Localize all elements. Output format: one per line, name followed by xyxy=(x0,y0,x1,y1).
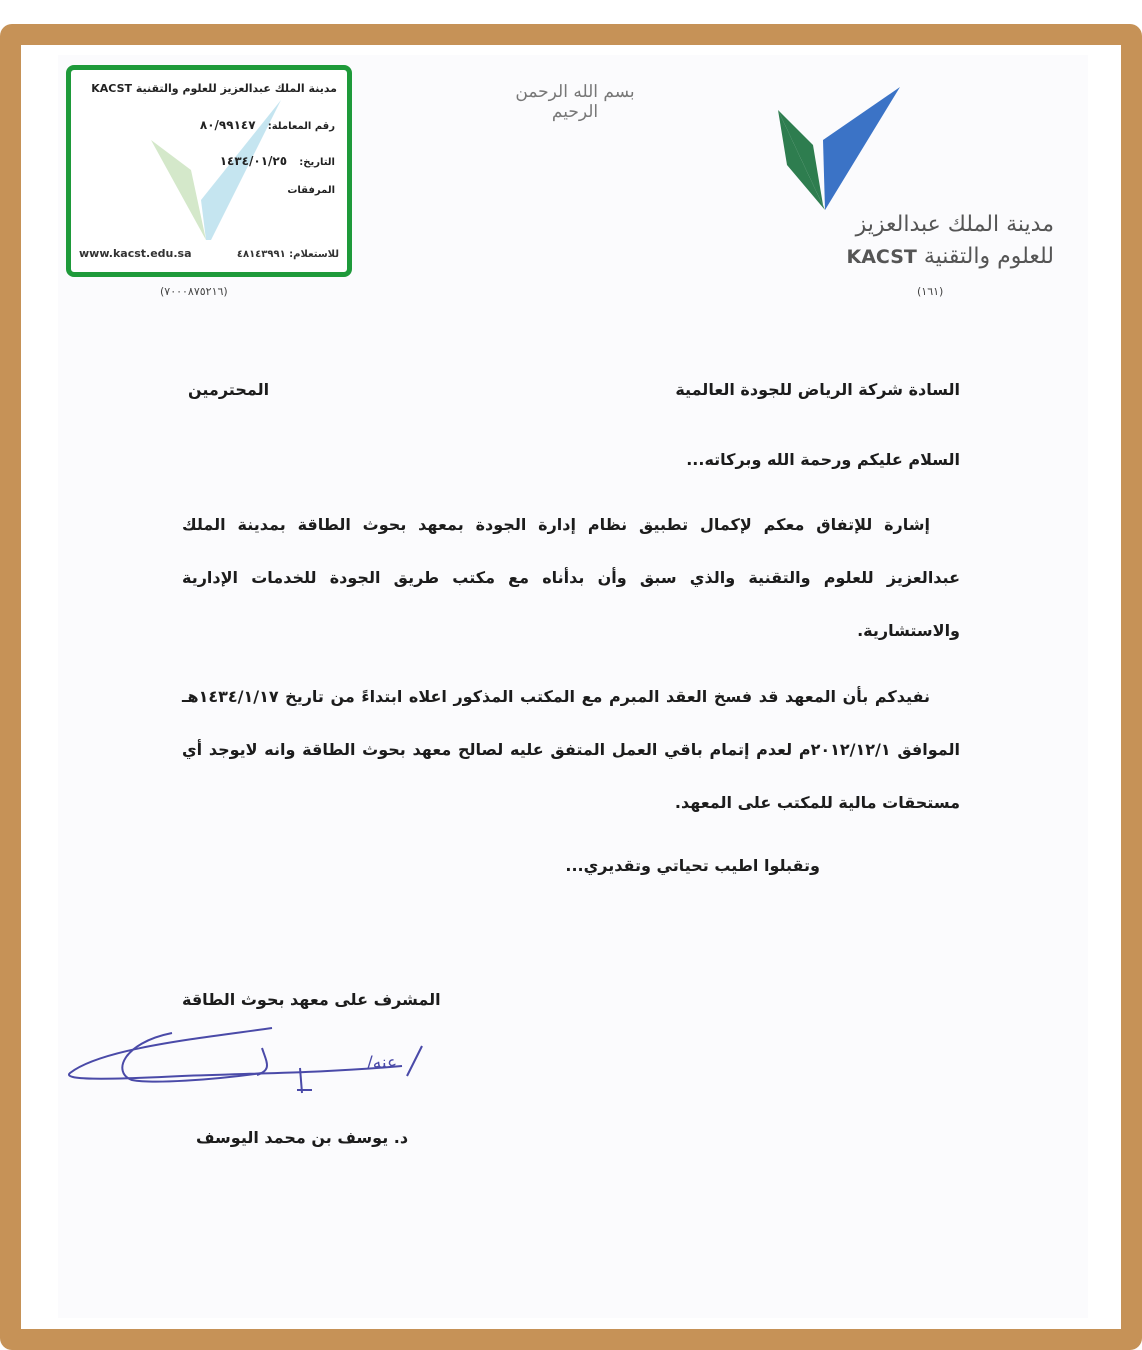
logo-name-line1: مدينة الملك عبدالعزيز xyxy=(855,212,1054,237)
signer-name: د. يوسف بن محمد اليوسف xyxy=(196,1128,409,1147)
stamp-date-row xyxy=(220,154,335,168)
paragraph-2: نفيدكم بأن المعهد قد فسخ العقد المبرم مع المكتب المذكور اعلاه ابتداءً من تاريخ ١٤٣٤/١/١٧هـ الموافق ٢٠١٢/١٢/١م لعدم إتمام باقي العمل المتفق عليه لصالح معهد بحوث الطاقة وانه لايوجد أي مستحقات مالية للمكتب على المعهد. xyxy=(182,687,961,812)
stamp-title: مدينة الملك عبدالعزيز للعلوم والتقنية KACST xyxy=(91,82,337,95)
stamp-reference-number: (٧٠٠٠٨٧٥٢١٦) xyxy=(160,285,228,298)
stamp-transaction-number: ٨٠/٩٩١٤٧ xyxy=(199,118,256,132)
stamp-attachments-label: المرفقات xyxy=(287,185,335,196)
basmala-calligraphy: بسم الله الرحمن الرحيم xyxy=(515,82,635,122)
stamp-attachments-row xyxy=(279,182,335,196)
greeting: السلام عليكم ورحمة الله وبركاته... xyxy=(686,450,960,469)
recipient: السادة شركة الرياض للجودة العالمية xyxy=(675,380,960,399)
stamp-watermark-logo xyxy=(131,90,291,250)
paragraph-1: إشارة للإتفاق معكم لإكمال تطبيق نظام إدارة الجودة بمعهد بحوث الطاقة بمدينة الملك عبدالعزيز للعلوم والتقنية والذي سبق وأن بدأناه مع مكتب طريق الجودة للخدمات الإدارية والاستشارية. xyxy=(182,515,960,640)
logo-number: (١٦١) xyxy=(917,285,944,298)
stamp-inquiry: للاستعلام: ٤٨١٤٣٩٩١ xyxy=(236,249,339,260)
stamp-transaction-label: رقم المعاملة: xyxy=(267,121,335,132)
closing: وتقبلوا اطيب تحياتي وتقديري... xyxy=(565,856,820,875)
logo-name-english: KACST xyxy=(846,246,917,268)
stamp-transaction-row xyxy=(200,118,335,132)
stamp-website: www.kacst.edu.sa xyxy=(79,247,192,260)
kacst-logo-icon xyxy=(775,85,905,215)
signer-title: المشرف على معهد بحوث الطاقة xyxy=(182,990,441,1009)
logo-name-line2 xyxy=(846,244,1054,269)
stamp-date-value: ١٤٣٤/٠١/٢٥ xyxy=(219,154,288,168)
incoming-stamp xyxy=(66,65,352,277)
logo-name-arabic: للعلوم والتقنية xyxy=(923,244,1054,269)
signature-note: عنه/ xyxy=(367,1053,398,1073)
stamp-date-label: التاريخ: xyxy=(299,157,335,168)
honorific: المحترمين xyxy=(188,380,270,399)
signature xyxy=(62,1018,492,1118)
